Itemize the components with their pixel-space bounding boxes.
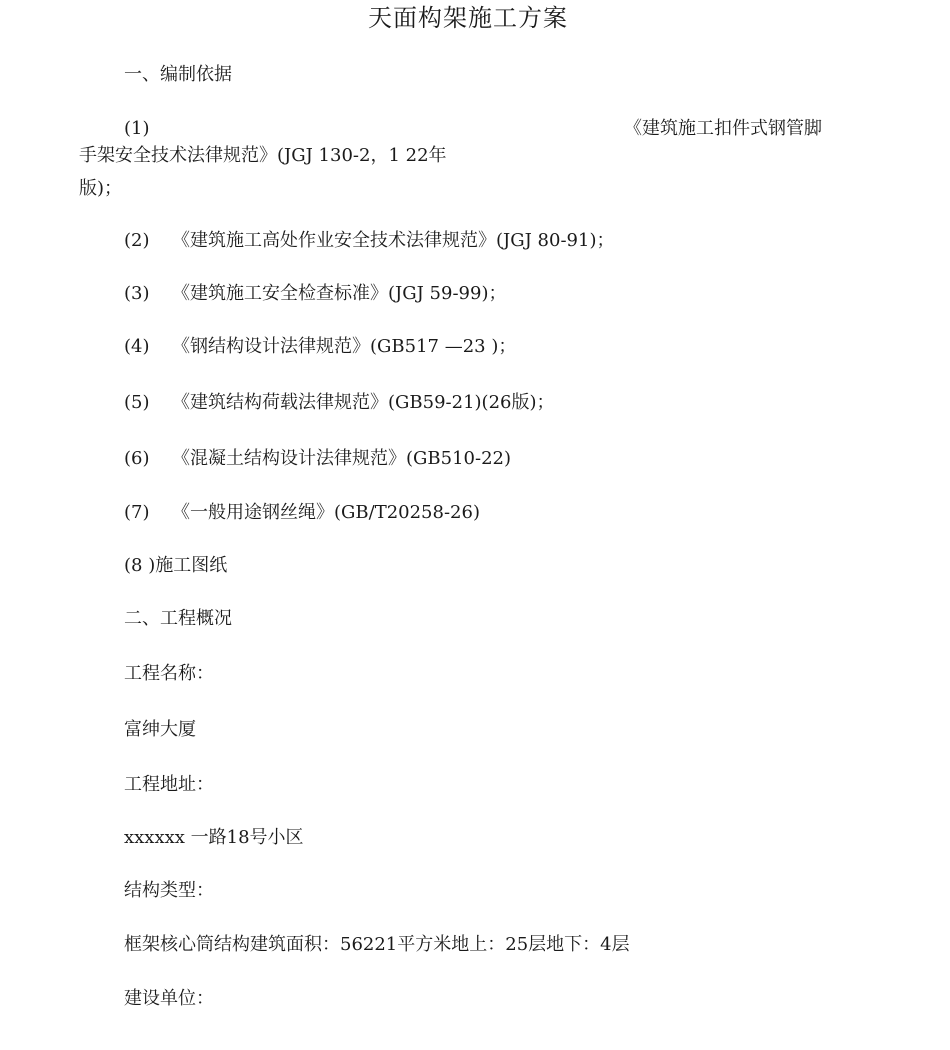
reference-6-number: (6): [124, 448, 150, 469]
reference-8-text: 施工图纸: [155, 555, 228, 576]
reference-2-number: (2): [124, 230, 150, 251]
reference-3-text: 《建筑施工安全检查标准》(JGJ 59-99)；: [172, 283, 507, 304]
structure-type-value: 框架核心筒结构建筑面积：56221平方米地上：25层地下：4层: [124, 934, 630, 955]
reference-4-text: 《钢结构设计法律规范》(GB517 —23 )；: [172, 336, 517, 357]
reference-2: [124, 229, 614, 253]
section-heading-basis: 一、编制依据: [124, 64, 232, 85]
reference-1-text-part2: 手架安全技术法律规范》(JGJ 130-2，1 22年: [79, 145, 447, 166]
reference-5-number: (5): [124, 392, 150, 413]
reference-4-number: (4): [124, 336, 150, 357]
reference-6: [124, 447, 511, 471]
construction-unit-label: 建设单位：: [124, 988, 214, 1009]
reference-8: [124, 554, 227, 578]
reference-5: [124, 391, 555, 415]
section-heading-overview: 二、工程概况: [124, 608, 232, 629]
reference-8-number: (8 ): [124, 555, 156, 576]
reference-6-text: 《混凝土结构设计法律规范》(GB510-22): [172, 448, 511, 469]
reference-7-number: (7): [124, 502, 150, 523]
reference-1-text-part1: 《建筑施工扣件式钢管脚: [624, 118, 822, 139]
project-name-label: 工程名称：: [124, 663, 214, 684]
reference-1-number: (1): [124, 118, 150, 139]
reference-5-text: 《建筑结构荷载法律规范》(GB59-21)(26版)；: [172, 392, 555, 413]
reference-4: [124, 335, 516, 359]
project-address-value: xxxxxx 一路18号小区: [124, 827, 304, 848]
reference-3-number: (3): [124, 283, 150, 304]
reference-1-text-part3: 版)；: [79, 178, 123, 199]
reference-7-text: 《一般用途钢丝绳》(GB/T20258-26): [172, 502, 480, 523]
document-title: 天面构架施工方案: [368, 4, 568, 32]
reference-2-text: 《建筑施工高处作业安全技术法律规范》(JGJ 80-91)；: [172, 230, 615, 251]
reference-7: [124, 501, 480, 525]
project-address-label: 工程地址：: [124, 774, 214, 795]
structure-type-label: 结构类型：: [124, 880, 214, 901]
project-name-value: 富绅大厦: [124, 719, 196, 740]
reference-3: [124, 282, 506, 306]
